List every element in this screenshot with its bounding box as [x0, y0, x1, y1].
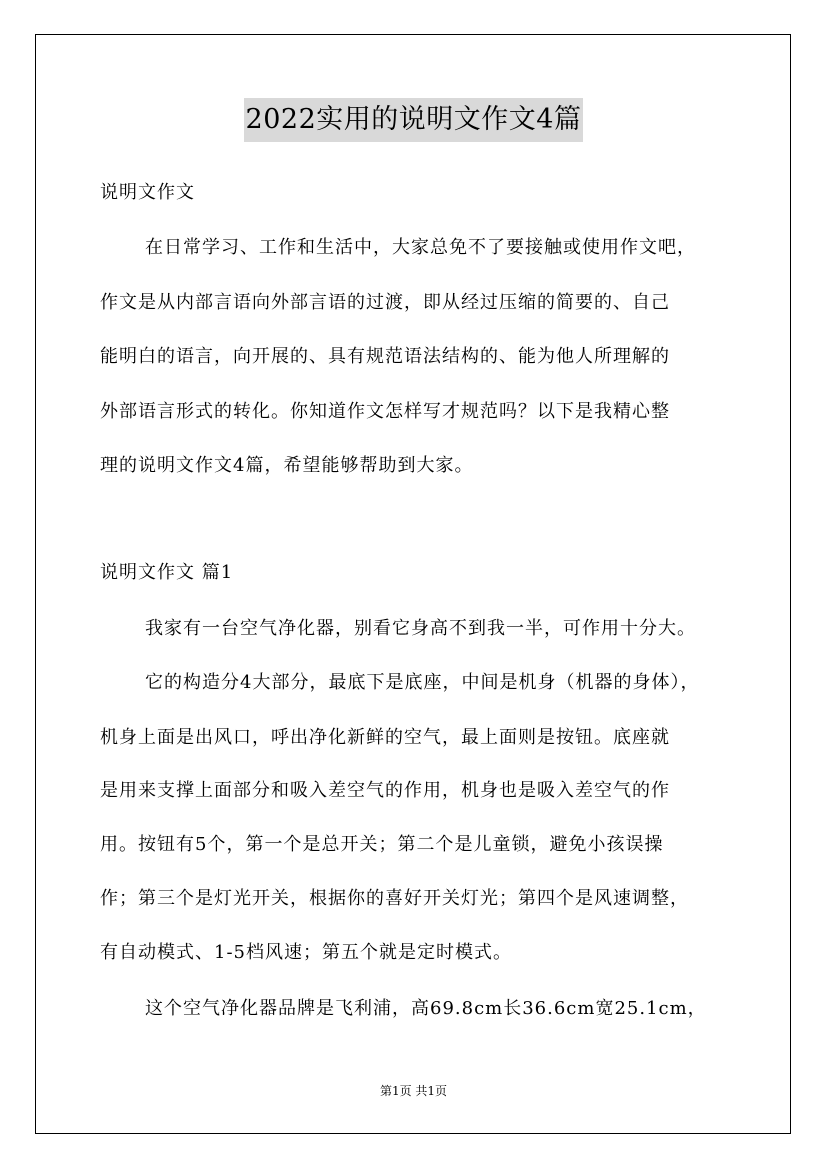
paragraph-line: 用。按钮有5个，第一个是总开关；第二个是儿童锁，避免小孩误操	[100, 834, 664, 855]
paragraph-line: 作；第三个是灯光开关，根据你的喜好开关灯光；第四个是风速调整，	[100, 888, 689, 909]
intro-heading: 说明文作文	[100, 182, 195, 203]
page-footer: 第1页 共1页	[379, 1084, 448, 1098]
paragraph-line: 外部语言形式的转化。你知道作文怎样写才规范吗？以下是我精心整	[100, 401, 670, 422]
paragraph-line: 它的构造分4大部分，最底下是底座，中间是机身（机器的身体），	[145, 672, 700, 693]
paragraph-line: 是用来支撑上面部分和吸入差空气的作用，机身也是吸入差空气的作	[100, 780, 670, 801]
section-heading: 说明文作文 篇1	[100, 562, 234, 583]
paragraph-line: 在日常学习、工作和生活中，大家总免不了要接触或使用作文吧，	[145, 237, 696, 258]
paragraph-line: 能明白的语言，向开展的、具有规范语法结构的、能为他人所理解的	[100, 346, 670, 367]
paragraph-line: 作文是从内部言语向外部言语的过渡，即从经过压缩的简要的、自己	[100, 292, 670, 313]
paragraph-line: 理的说明文作文4篇，希望能够帮助到大家。	[100, 455, 474, 476]
paragraph-line: 机身上面是出风口，呼出净化新鲜的空气，最上面则是按钮。底座就	[100, 727, 670, 748]
paragraph-line: 我家有一台空气净化器，别看它身高不到我一半，可作用十分大。	[145, 618, 696, 639]
paragraph-line: 这个空气净化器品牌是飞利浦，高69.8cm长36.6cm宽25.1cm，	[145, 998, 707, 1019]
title-container	[0, 98, 827, 142]
paragraph-line: 有自动模式、1-5档风速；第五个就是定时模式。	[100, 942, 512, 963]
document-title: 2022实用的说明文作文4篇	[244, 98, 584, 142]
